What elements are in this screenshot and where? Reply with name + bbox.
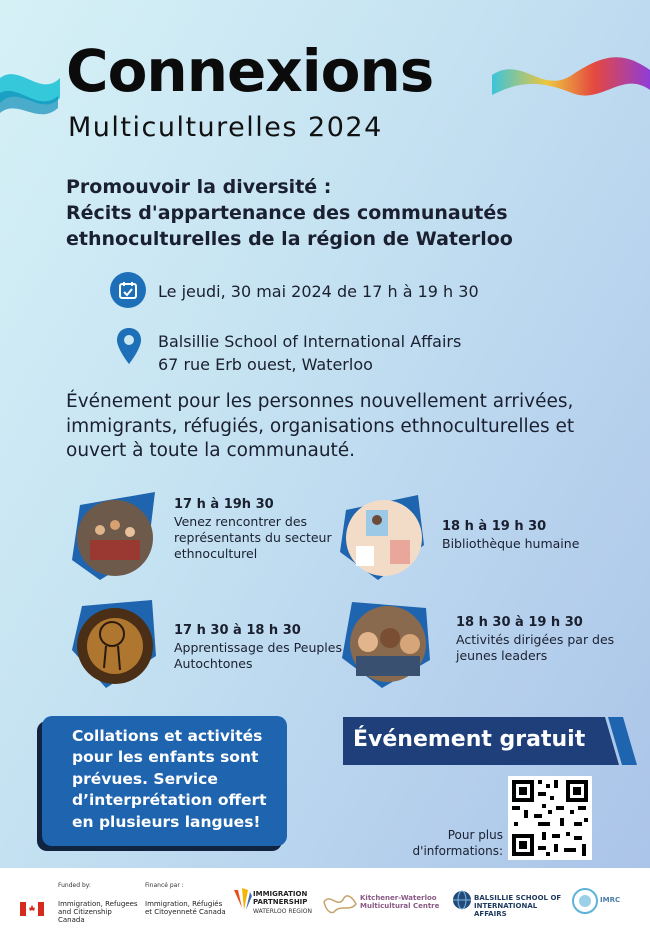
venue-address: 67 rue Erb ouest, Waterloo	[158, 355, 373, 375]
activity-desc: Apprentissage des Peuples Autochtones	[174, 639, 342, 672]
activity-text	[174, 496, 354, 563]
activity-time: 17 h 30 à 18 h 30	[174, 623, 301, 638]
venue-name: Balsillie School of International Affairs	[158, 332, 462, 351]
library-illustration	[338, 490, 428, 582]
event-date-row	[110, 272, 479, 308]
event-location-row	[117, 328, 461, 376]
dreamcatcher-photo	[70, 598, 160, 690]
event-subtitle: Multiculturelles 2024	[68, 112, 383, 143]
activity-desc: Activités dirigées par des jeunes leaders	[456, 631, 615, 664]
activity-time: 17 h à 19h 30	[174, 497, 274, 512]
ircc-fr: Immigration, Réfugiés et Citoyenneté Canada	[145, 900, 226, 917]
crowd-photo	[70, 490, 160, 582]
event-title: Connexions	[66, 37, 434, 105]
calendar-check-icon	[110, 272, 146, 308]
activity-text	[442, 518, 622, 552]
tagline-line2: Récits d'appartenance des communautés ethnoculturelles de la région de Waterloo	[66, 202, 513, 251]
event-date: Le jeudi, 30 mai 2024 de 17 h à 19 h 30	[158, 282, 479, 301]
kwmc-logo	[322, 890, 358, 914]
qr-code[interactable]	[508, 776, 592, 860]
imrc-logo	[572, 888, 598, 914]
tagline-line1: Promouvoir la diversité :	[66, 176, 332, 198]
event-description: Événement pour les personnes nouvellement arrivées, immigrants, réfugiés, organisations ethnoculturelles et ouvert à toute la communauté.	[66, 391, 575, 462]
partner-immigration-sub: WATERLOO REGION	[253, 908, 312, 915]
partner-immigration: IMMIGRATION PARTNERSHIP	[253, 890, 308, 907]
funded-by-label: Funded by:	[58, 882, 91, 889]
partner-balsillie: BALSILLIE SCHOOL OF INTERNATIONAL AFFAIRS	[474, 894, 562, 919]
sponsor-footer	[0, 868, 650, 939]
activity-item	[338, 490, 638, 580]
activity-text	[456, 614, 636, 664]
activity-text	[174, 622, 354, 672]
funded-by-label-fr: Financé par :	[145, 882, 184, 889]
ribbon-right-decoration	[492, 45, 650, 107]
canada-flag-icon	[20, 902, 44, 916]
activity-time: 18 h 30 à 19 h 30	[456, 615, 583, 630]
activity-item	[70, 490, 370, 580]
venue-block	[158, 330, 461, 376]
ribbon-left-decoration	[0, 58, 62, 128]
activity-item	[70, 598, 370, 688]
more-info-label: Pour plus d'informations:	[412, 828, 503, 858]
free-event-label: Événement gratuit	[353, 727, 586, 752]
activity-desc: Bibliothèque humaine	[442, 535, 580, 551]
free-event-badge	[343, 717, 637, 765]
partner-imrc: IMRC	[600, 896, 621, 904]
notice-box: Collations et activités pour les enfants sont prévues. Service d’interprétation offert en plusieurs langues!	[42, 716, 287, 846]
balsillie-globe-logo	[452, 890, 472, 910]
youth-group-photo	[338, 598, 438, 690]
activity-desc: Venez rencontrer des représentants du secteur ethnoculturel	[174, 513, 332, 562]
immigration-partnership-logo	[232, 886, 252, 912]
activity-time: 18 h à 19 h 30	[442, 519, 547, 534]
activity-item	[338, 598, 638, 688]
map-pin-icon	[117, 328, 141, 364]
tagline	[66, 174, 606, 253]
partner-kwmc: Kitchener-Waterloo Multicultural Centre	[360, 894, 440, 911]
ircc-en: Immigration, Refugees and Citizenship Canada	[58, 900, 138, 925]
